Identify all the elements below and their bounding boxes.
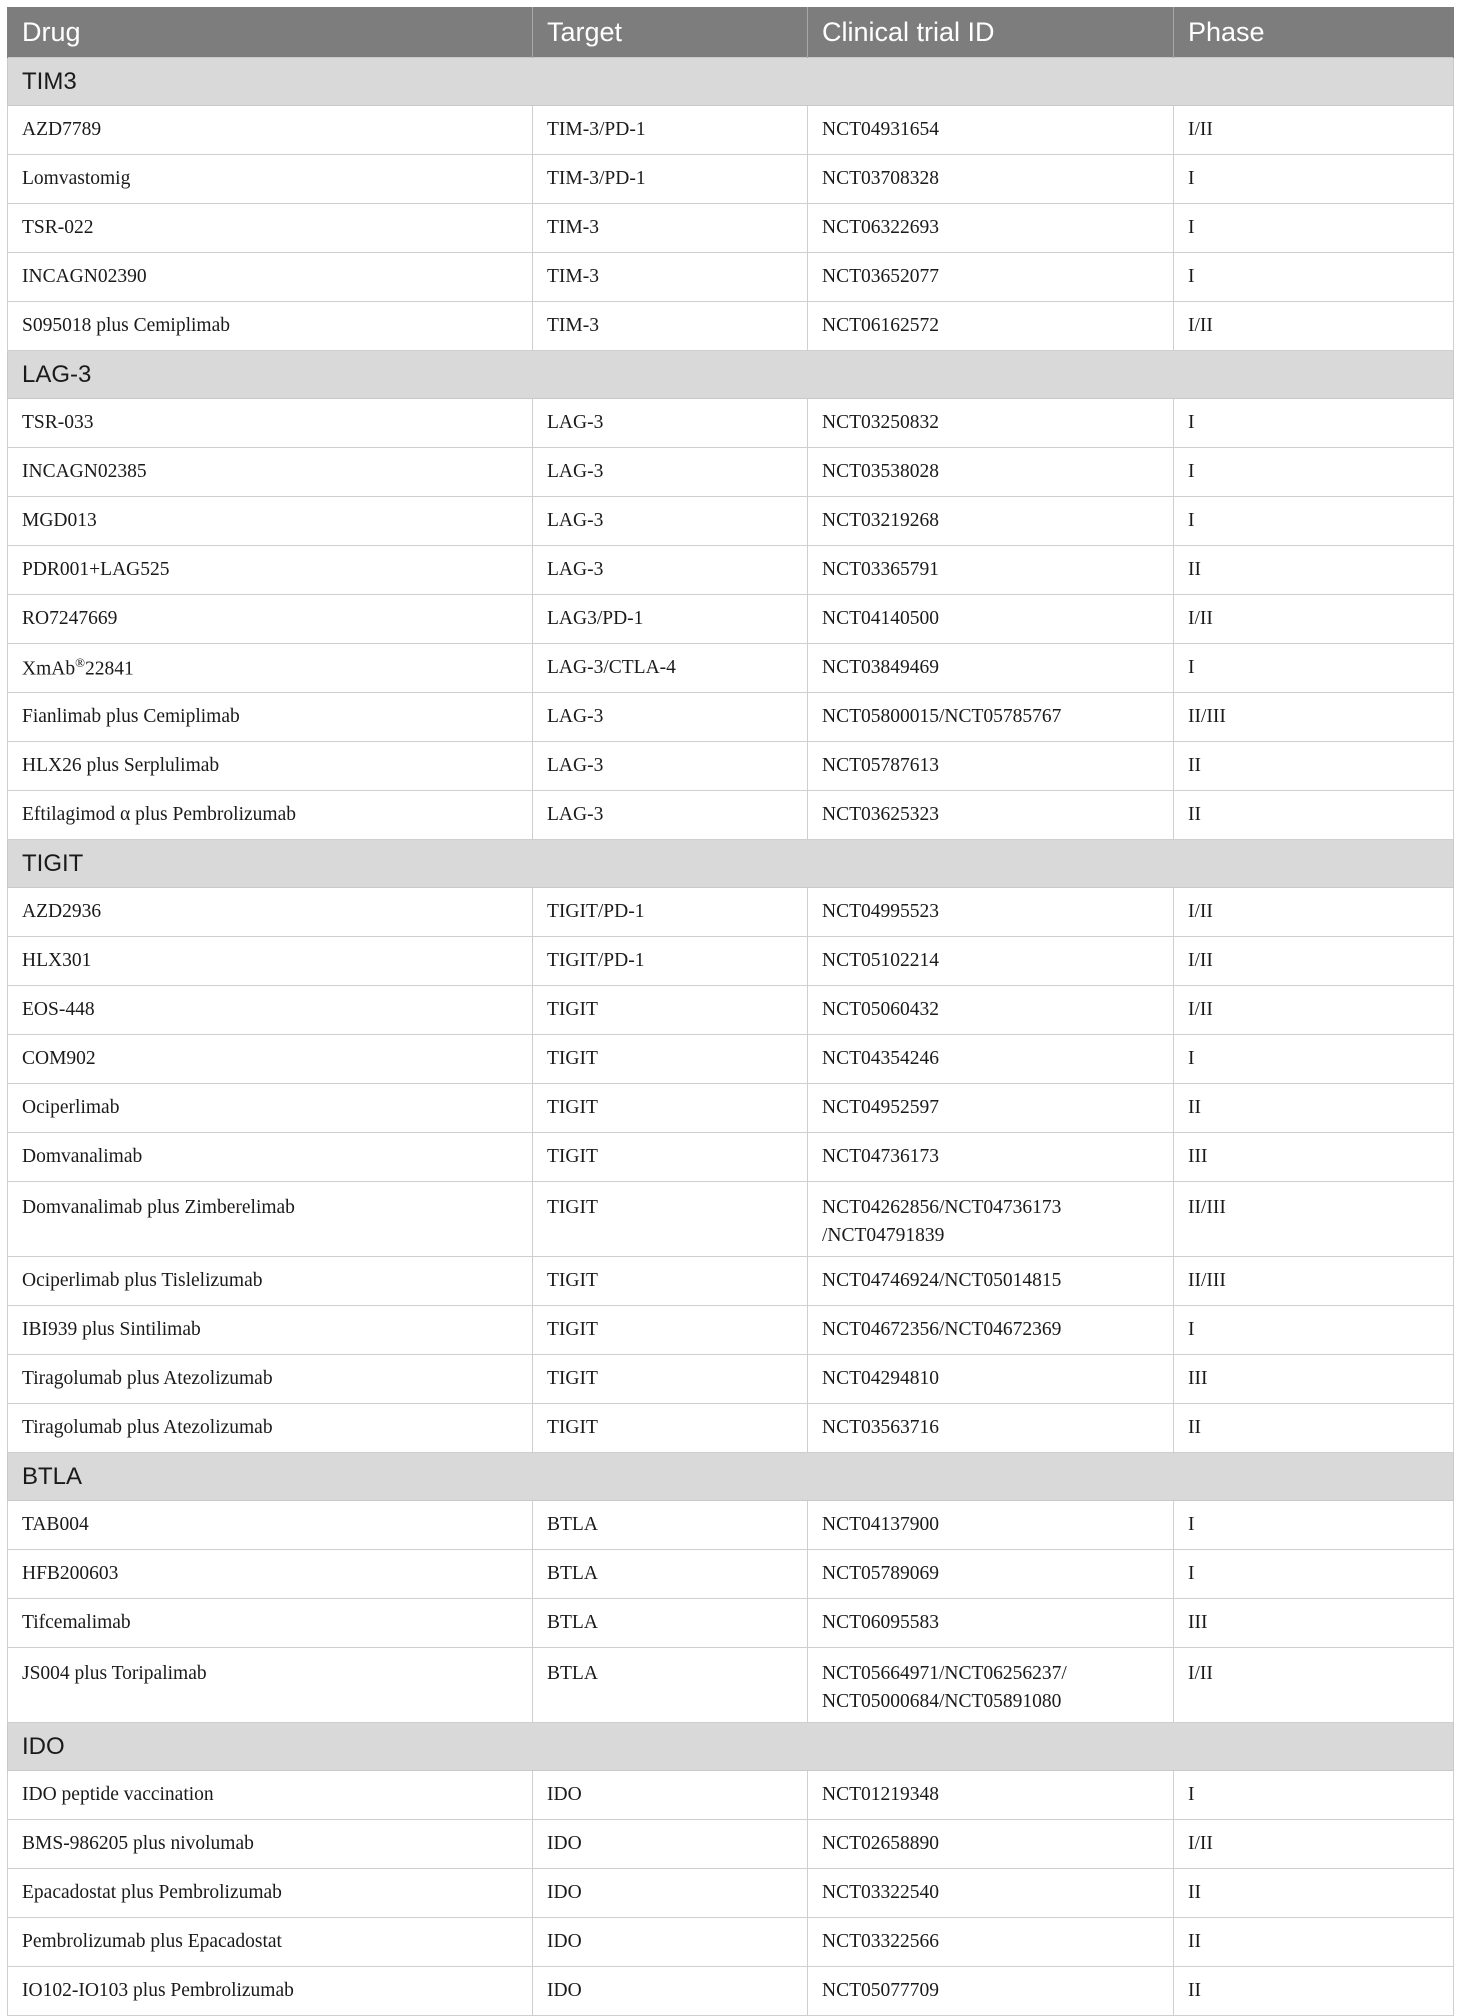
cell-drug: IDO peptide vaccination (8, 1771, 533, 1820)
table-row (8, 742, 1454, 791)
table-row (8, 1918, 1454, 1967)
cell-drug: Tiragolumab plus Atezolizumab (8, 1404, 533, 1453)
table-row (8, 204, 1454, 253)
cell-drug: TSR-033 (8, 399, 533, 448)
cell-phase: II (1174, 1967, 1454, 2016)
cell-drug: HLX301 (8, 937, 533, 986)
cell-phase: I/II (1174, 937, 1454, 986)
cell-clinical-trial-id: NCT03365791 (808, 546, 1174, 595)
cell-clinical-trial-id: NCT04746924/NCT05014815 (808, 1257, 1174, 1306)
table-header (8, 7, 1454, 58)
cell-phase: II/III (1174, 693, 1454, 742)
cell-drug: MGD013 (8, 497, 533, 546)
group-row (8, 1453, 1454, 1501)
cell-target: LAG-3 (533, 693, 808, 742)
cell-clinical-trial-id: NCT03625323 (808, 791, 1174, 840)
group-label: TIM3 (8, 58, 1454, 106)
cell-clinical-trial-id: NCT05060432 (808, 986, 1174, 1035)
cell-drug: INCAGN02385 (8, 448, 533, 497)
cell-phase: I (1174, 253, 1454, 302)
cell-phase: I (1174, 1771, 1454, 1820)
cell-target: TIGIT/PD-1 (533, 937, 808, 986)
cell-target: TIM-3/PD-1 (533, 106, 808, 155)
cell-drug: Eftilagimod α plus Pembrolizumab (8, 791, 533, 840)
cell-phase: III (1174, 1355, 1454, 1404)
cell-target: TIGIT (533, 986, 808, 1035)
cell-clinical-trial-id: NCT05800015/NCT05785767 (808, 693, 1174, 742)
cell-target: IDO (533, 1771, 808, 1820)
cell-drug: AZD2936 (8, 888, 533, 937)
cell-target: TIGIT (533, 1035, 808, 1084)
cell-target: TIGIT (533, 1306, 808, 1355)
table-row (8, 1355, 1454, 1404)
cell-phase: I (1174, 399, 1454, 448)
cell-drug: TAB004 (8, 1501, 533, 1550)
table-body (8, 58, 1454, 2016)
cell-phase: I (1174, 644, 1454, 693)
group-row (8, 1723, 1454, 1771)
cell-drug: Lomvastomig (8, 155, 533, 204)
cell-target: LAG-3 (533, 546, 808, 595)
cell-drug: RO7247669 (8, 595, 533, 644)
cell-clinical-trial-id: NCT04931654 (808, 106, 1174, 155)
cell-phase: I/II (1174, 986, 1454, 1035)
trial-id-line: NCT05000684/NCT05891080 (822, 1691, 1062, 1712)
cell-phase: I/II (1174, 1648, 1454, 1723)
table-row (8, 791, 1454, 840)
cell-drug: INCAGN02390 (8, 253, 533, 302)
table-row (8, 399, 1454, 448)
cell-clinical-trial-id: NCT03322540 (808, 1869, 1174, 1918)
cell-drug: Ociperlimab (8, 1084, 533, 1133)
group-label: IDO (8, 1723, 1454, 1771)
cell-clinical-trial-id: NCT05787613 (808, 742, 1174, 791)
cell-clinical-trial-id: NCT05077709 (808, 1967, 1174, 2016)
cell-clinical-trial-id: NCT04140500 (808, 595, 1174, 644)
cell-target: TIM-3 (533, 302, 808, 351)
group-label: LAG-3 (8, 351, 1454, 399)
table-row (8, 1133, 1454, 1182)
cell-target: LAG3/PD-1 (533, 595, 808, 644)
cell-drug: Domvanalimab plus Zimberelimab (8, 1182, 533, 1257)
registered-mark: ® (75, 655, 85, 671)
table-row (8, 106, 1454, 155)
cell-phase: I/II (1174, 1820, 1454, 1869)
table-row (8, 1182, 1454, 1257)
cell-clinical-trial-id: NCT03563716 (808, 1404, 1174, 1453)
cell-target: BTLA (533, 1648, 808, 1723)
header-clinical-trial-id: Clinical trial ID (808, 7, 1174, 58)
table-row (8, 644, 1454, 693)
cell-phase: I/II (1174, 888, 1454, 937)
cell-clinical-trial-id: NCT06322693 (808, 204, 1174, 253)
cell-drug: Pembrolizumab plus Epacadostat (8, 1918, 533, 1967)
cell-target: IDO (533, 1918, 808, 1967)
cell-drug: IO102-IO103 plus Pembrolizumab (8, 1967, 533, 2016)
drug-name-part: XmAb (22, 658, 76, 680)
table-row (8, 253, 1454, 302)
table-row (8, 155, 1454, 204)
cell-phase: I (1174, 155, 1454, 204)
cell-target: TIGIT (533, 1182, 808, 1257)
cell-target: TIM-3 (533, 204, 808, 253)
table-container (7, 7, 1453, 2016)
cell-phase: II (1174, 1084, 1454, 1133)
cell-phase: II/III (1174, 1182, 1454, 1257)
table-row (8, 693, 1454, 742)
cell-phase: I (1174, 1550, 1454, 1599)
header-row (8, 7, 1454, 58)
trial-id-line: NCT05664971/NCT06256237/ (822, 1663, 1067, 1684)
cell-drug: S095018 plus Cemiplimab (8, 302, 533, 351)
clinical-trials-table (7, 7, 1454, 2016)
table-row (8, 1967, 1454, 2016)
cell-drug: AZD7789 (8, 106, 533, 155)
cell-target: BTLA (533, 1550, 808, 1599)
group-row (8, 840, 1454, 888)
table-row (8, 986, 1454, 1035)
cell-clinical-trial-id: NCT04294810 (808, 1355, 1174, 1404)
cell-clinical-trial-id: NCT05789069 (808, 1550, 1174, 1599)
table-row (8, 497, 1454, 546)
cell-target: LAG-3 (533, 742, 808, 791)
cell-phase: I (1174, 497, 1454, 546)
cell-target: TIGIT (533, 1084, 808, 1133)
cell-drug: Fianlimab plus Cemiplimab (8, 693, 533, 742)
cell-phase: II (1174, 791, 1454, 840)
cell-drug: BMS-986205 plus nivolumab (8, 1820, 533, 1869)
cell-drug: Tifcemalimab (8, 1599, 533, 1648)
cell-clinical-trial-id: NCT06162572 (808, 302, 1174, 351)
table-row (8, 546, 1454, 595)
group-row (8, 58, 1454, 106)
cell-target: TIGIT (533, 1257, 808, 1306)
group-label: TIGIT (8, 840, 1454, 888)
table-row (8, 1404, 1454, 1453)
trial-id-line: NCT04262856/NCT04736173 (822, 1197, 1062, 1218)
cell-target: BTLA (533, 1599, 808, 1648)
cell-phase: I (1174, 1306, 1454, 1355)
header-drug: Drug (8, 7, 533, 58)
cell-clinical-trial-id: NCT04137900 (808, 1501, 1174, 1550)
cell-drug: PDR001+LAG525 (8, 546, 533, 595)
cell-target: LAG-3 (533, 497, 808, 546)
cell-drug: EOS-448 (8, 986, 533, 1035)
cell-clinical-trial-id (808, 1182, 1174, 1257)
table-row (8, 1035, 1454, 1084)
cell-target: IDO (533, 1869, 808, 1918)
cell-phase: I (1174, 1035, 1454, 1084)
cell-phase: III (1174, 1133, 1454, 1182)
trial-id-line: /NCT04791839 (822, 1225, 945, 1246)
cell-drug: Domvanalimab (8, 1133, 533, 1182)
table-row (8, 595, 1454, 644)
table-row (8, 1501, 1454, 1550)
cell-drug: Ociperlimab plus Tislelizumab (8, 1257, 533, 1306)
cell-clinical-trial-id: NCT06095583 (808, 1599, 1174, 1648)
cell-clinical-trial-id: NCT05102214 (808, 937, 1174, 986)
cell-target: TIM-3 (533, 253, 808, 302)
table-row (8, 888, 1454, 937)
cell-clinical-trial-id: NCT03322566 (808, 1918, 1174, 1967)
cell-phase: II (1174, 546, 1454, 595)
cell-clinical-trial-id: NCT03219268 (808, 497, 1174, 546)
cell-drug: JS004 plus Toripalimab (8, 1648, 533, 1723)
cell-drug: TSR-022 (8, 204, 533, 253)
cell-drug: IBI939 plus Sintilimab (8, 1306, 533, 1355)
cell-phase: I (1174, 1501, 1454, 1550)
cell-target: BTLA (533, 1501, 808, 1550)
cell-clinical-trial-id (808, 1648, 1174, 1723)
table-row (8, 302, 1454, 351)
cell-target: TIGIT (533, 1355, 808, 1404)
header-target: Target (533, 7, 808, 58)
cell-phase: III (1174, 1599, 1454, 1648)
table-row (8, 1771, 1454, 1820)
cell-phase: I/II (1174, 302, 1454, 351)
group-row (8, 351, 1454, 399)
cell-clinical-trial-id: NCT04952597 (808, 1084, 1174, 1133)
cell-clinical-trial-id: NCT02658890 (808, 1820, 1174, 1869)
table-row (8, 1306, 1454, 1355)
cell-target: IDO (533, 1820, 808, 1869)
cell-clinical-trial-id: NCT03250832 (808, 399, 1174, 448)
table-row (8, 1869, 1454, 1918)
cell-phase: I/II (1174, 106, 1454, 155)
table-row (8, 1648, 1454, 1723)
cell-clinical-trial-id: NCT04672356/NCT04672369 (808, 1306, 1174, 1355)
cell-clinical-trial-id: NCT04354246 (808, 1035, 1174, 1084)
cell-clinical-trial-id: NCT03849469 (808, 644, 1174, 693)
cell-phase: II (1174, 1918, 1454, 1967)
cell-target: TIGIT/PD-1 (533, 888, 808, 937)
table-row (8, 1599, 1454, 1648)
cell-target: IDO (533, 1967, 808, 2016)
cell-target: LAG-3/CTLA-4 (533, 644, 808, 693)
cell-phase: I/II (1174, 595, 1454, 644)
table-row (8, 1820, 1454, 1869)
cell-target: LAG-3 (533, 448, 808, 497)
cell-phase: I (1174, 448, 1454, 497)
cell-phase: II (1174, 742, 1454, 791)
cell-drug (8, 644, 533, 693)
cell-phase: II/III (1174, 1257, 1454, 1306)
cell-phase: II (1174, 1404, 1454, 1453)
cell-clinical-trial-id: NCT03708328 (808, 155, 1174, 204)
cell-drug: Epacadostat plus Pembrolizumab (8, 1869, 533, 1918)
table-row (8, 1084, 1454, 1133)
table-row (8, 937, 1454, 986)
cell-drug: Tiragolumab plus Atezolizumab (8, 1355, 533, 1404)
cell-target: TIM-3/PD-1 (533, 155, 808, 204)
cell-phase: I (1174, 204, 1454, 253)
cell-drug: HFB200603 (8, 1550, 533, 1599)
table-row (8, 1257, 1454, 1306)
cell-target: LAG-3 (533, 399, 808, 448)
cell-target: LAG-3 (533, 791, 808, 840)
table-row (8, 1550, 1454, 1599)
cell-drug: COM902 (8, 1035, 533, 1084)
cell-clinical-trial-id: NCT03538028 (808, 448, 1174, 497)
group-label: BTLA (8, 1453, 1454, 1501)
cell-clinical-trial-id: NCT03652077 (808, 253, 1174, 302)
table-row (8, 448, 1454, 497)
header-phase: Phase (1174, 7, 1454, 58)
drug-name-part: 22841 (84, 658, 134, 680)
cell-phase: II (1174, 1869, 1454, 1918)
cell-clinical-trial-id: NCT04995523 (808, 888, 1174, 937)
cell-target: TIGIT (533, 1404, 808, 1453)
cell-clinical-trial-id: NCT04736173 (808, 1133, 1174, 1182)
cell-drug: HLX26 plus Serplulimab (8, 742, 533, 791)
cell-clinical-trial-id: NCT01219348 (808, 1771, 1174, 1820)
cell-target: TIGIT (533, 1133, 808, 1182)
